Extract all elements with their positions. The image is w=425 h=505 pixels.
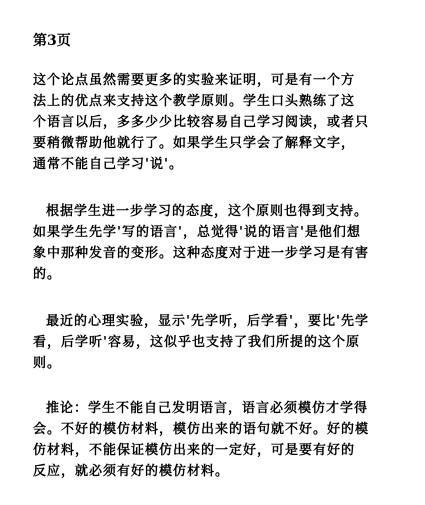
paragraph-line: 会。不好的模仿材料，模仿出来的语句就不好。好的模 (33, 422, 370, 437)
paragraph-line: 要稍微帮助他就行了。如果学生只学会了解释文字， (33, 136, 356, 151)
paragraph-4 (33, 398, 403, 482)
paragraph-2 (33, 201, 403, 285)
paragraph-line: 个语言以后，多多少少比较容易自己学习阅读，或者只 (33, 115, 370, 130)
paragraph-line: 如果学生先学'写的语言'，总觉得'说的语言'是他们想 (33, 225, 361, 240)
paragraph-1 (33, 70, 403, 175)
paragraph-line: 象中那种发音的变形。这种态度对于进一步学习是有害 (33, 246, 370, 261)
paragraph-line: 通常不能自己学习'说'。 (33, 157, 183, 172)
paragraph-line: 看，后学听'容易，这似乎也支持了我们所提的这个原 (33, 335, 360, 350)
paragraph-line: 推论：学生不能自己发明语言，语言必须模仿才学得 (46, 401, 369, 416)
paragraph-line: 根据学生进一步学习的态度，这个原则也得到支持。 (46, 204, 369, 219)
page-number-heading: 第3页 (33, 33, 71, 49)
paragraph-line: 反应，就必须有好的模仿材料。 (33, 464, 230, 479)
paragraph-line: 则。 (33, 356, 62, 371)
paragraph-line: 仿材料，不能保证模仿出来的一定好，可是要有好的 (33, 443, 356, 458)
paragraph-line: 最近的心理实验，显示'先学听，后学看'，要比'先学 (46, 314, 369, 329)
paragraph-3 (33, 311, 403, 374)
paragraph-line: 这个论点虽然需要更多的实验来证明，可是有一个方 (33, 73, 356, 88)
paragraph-line: 法上的优点来支持这个教学原则。学生口头熟练了这 (33, 94, 356, 109)
paragraph-line: 的。 (33, 267, 62, 282)
